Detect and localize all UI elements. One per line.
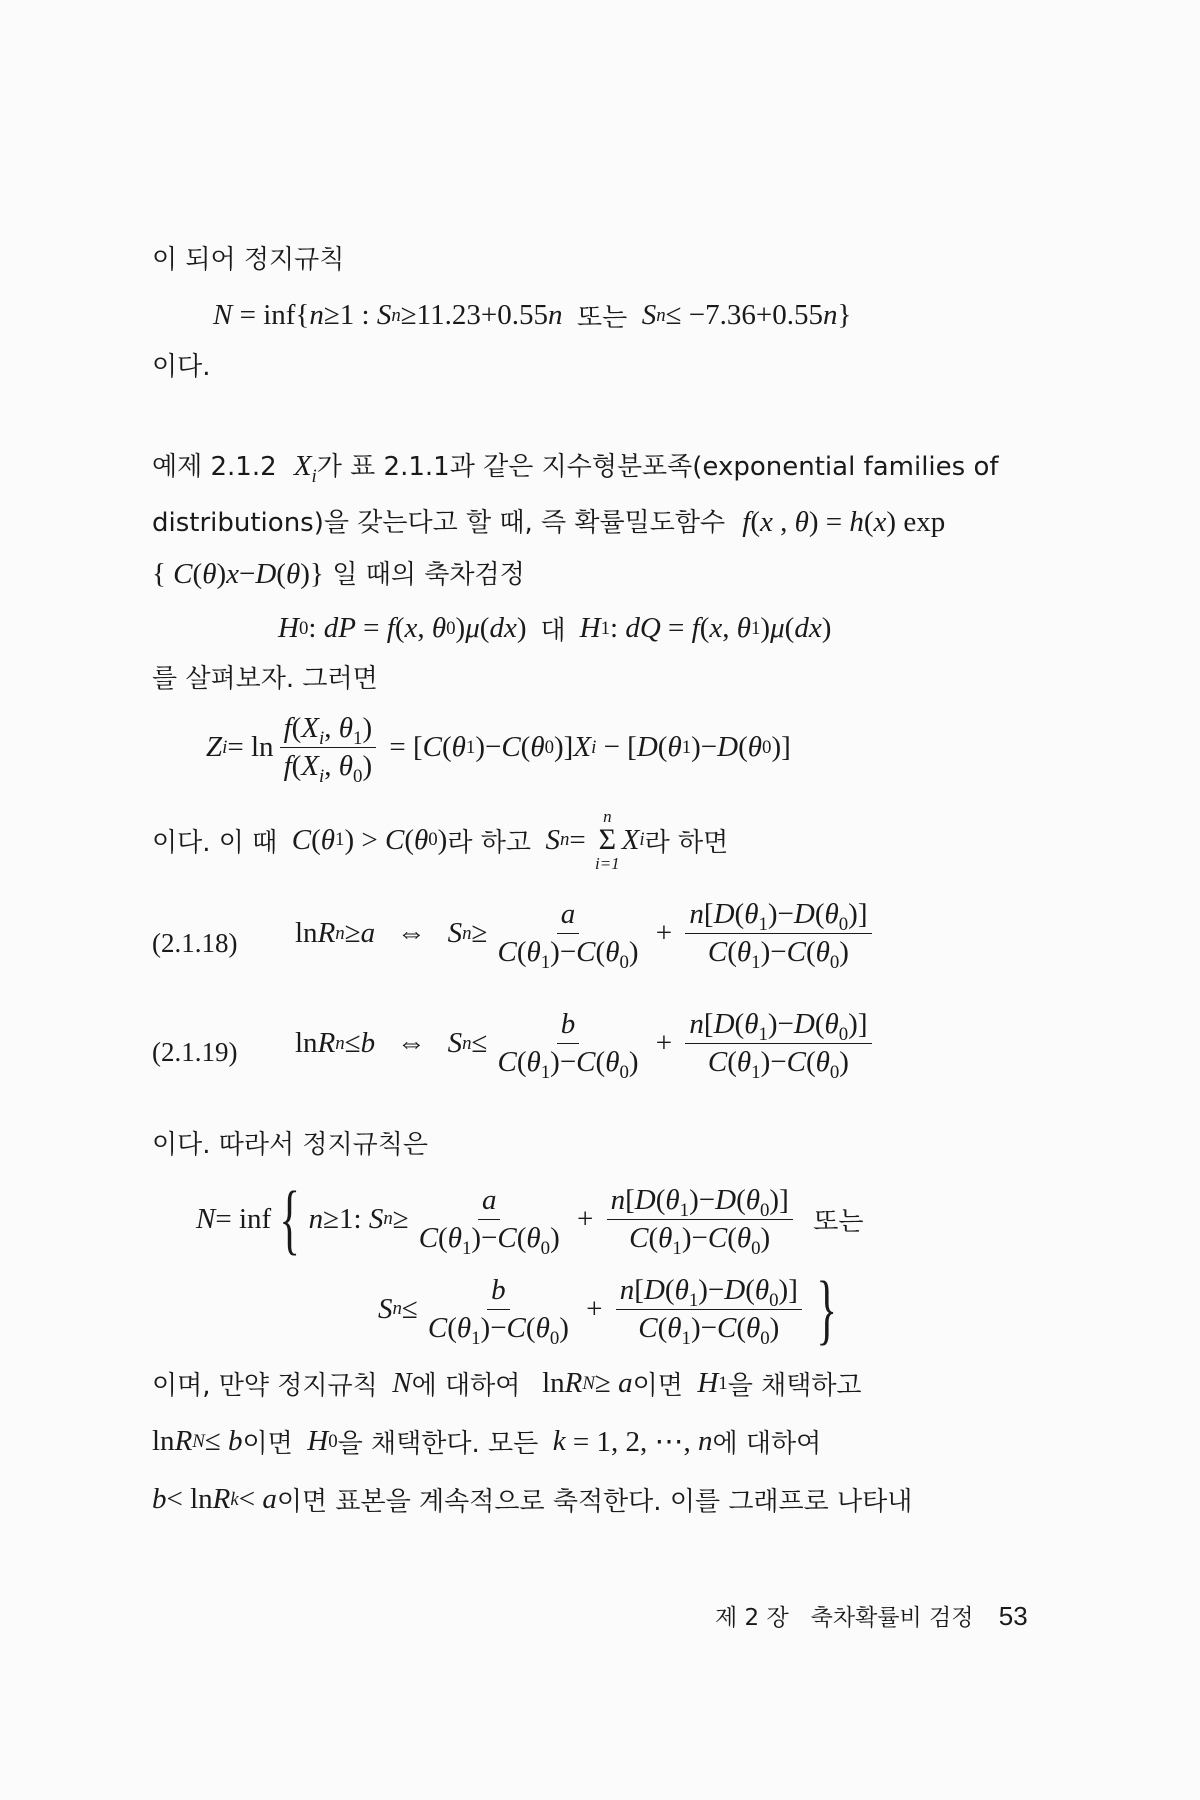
- example-line-2: distributions)을 갖는다고 할 때, 즉 확률밀도함수 f(x , θ) = h(x) exp: [152, 506, 946, 538]
- paragraph-line-3: b < ln R k < a 이면 표본을 계속적으로 축적한다. 이를 그래프로 나타내: [152, 1483, 913, 1517]
- text-line-sum: 이다. 이 때 C ( θ 1 ) > C ( θ 0 ) 라 하고 S n = n Σ i=1 X i 라 하면: [152, 807, 729, 873]
- equation-2-1-19: ln R n ≤ b ⇔ S n ≤ $\frac{b}{C(\theta_1)-C(\theta_0)}$ + $\frac{n[D(\theta_1)-D(\theta_0)]}{C(\theta_1)-C(\theta_0)}$: [295, 1008, 878, 1079]
- equation-stopping-rule-1: N = inf{ n ≥1 : S n ≥11.23+0.55 n 또는 S n ≤ −7.36+0.55 n }: [213, 299, 852, 333]
- page-number: 53: [998, 1601, 1028, 1631]
- text-line: 를 살펴보자. 그러면: [152, 664, 378, 694]
- paragraph-line-1: 이며, 만약 정지규칙 N 에 대하여 ln R N ≥ a 이면 H 1 을 채택하고: [152, 1367, 862, 1401]
- text-line: 이 되어 정지규칙: [152, 245, 345, 275]
- equation-number: (2.1.19): [152, 1037, 238, 1067]
- text-line: 이다. 따라서 정지규칙은: [152, 1130, 428, 1160]
- equation-hypotheses: H 0 : dP = f ( x , θ 0 ) μ ( dx ) 대 H 1 : dQ = f ( x , θ 1 ) μ ( dx ): [278, 612, 832, 646]
- equation-stopping-rule-2a: N = inf { n ≥1: S n ≥ $\frac{a}{C(\theta_1)-C(\theta_0)}$ + $\frac{n[D(\theta_1)-D(\theta_0)]}{C(\theta_1)-C(\theta_0)}$ 또는: [196, 1175, 864, 1262]
- page-footer: [715, 1599, 1028, 1632]
- text-line: 이다.: [152, 352, 211, 382]
- footer-title: 축차확률비 검정: [810, 1605, 974, 1631]
- example-title: 예제 2.1.2: [152, 452, 277, 482]
- equation-stopping-rule-2b: S n ≤ $\frac{b}{C(\theta_1)-C(\theta_0)}$ + $\frac{n[D(\theta_1)-D(\theta_0)]}{C(\theta_1)-C(\theta_0)}$ }: [378, 1265, 837, 1352]
- paragraph-line-2: ln R N ≤ b 이면 H 0 을 채택한다. 모든 k = 1, 2, ⋯, n 에 대하여: [152, 1425, 822, 1459]
- equation-number: (2.1.18): [152, 928, 238, 958]
- footer-chapter: 제 2 장: [715, 1605, 789, 1631]
- equation-2-1-18: ln R n ≥ a ⇔ S n ≥ $\frac{a}{C(\theta_1)-C(\theta_0)}$ + $\frac{n[D(\theta_1)-D(\theta_0)]}{C(\theta_1)-C(\theta_0)}$: [295, 898, 878, 969]
- example-line-3: { C(θ)x−D(θ)} 일 때의 축차검정: [152, 558, 525, 590]
- example-line-1: 예제 2.1.2 $X_i$가 표 2.1.1과 같은 지수형분포족(exponential families of: [152, 450, 999, 487]
- equation-zi: Z i = ln $\frac{f(X_i, \theta_1)}{f(X_i, \theta_0)}$ = [ C ( θ 1 )− C ( θ 0 )] X i − [ D ( θ 1 )− D ( θ 0 )]: [206, 712, 791, 787]
